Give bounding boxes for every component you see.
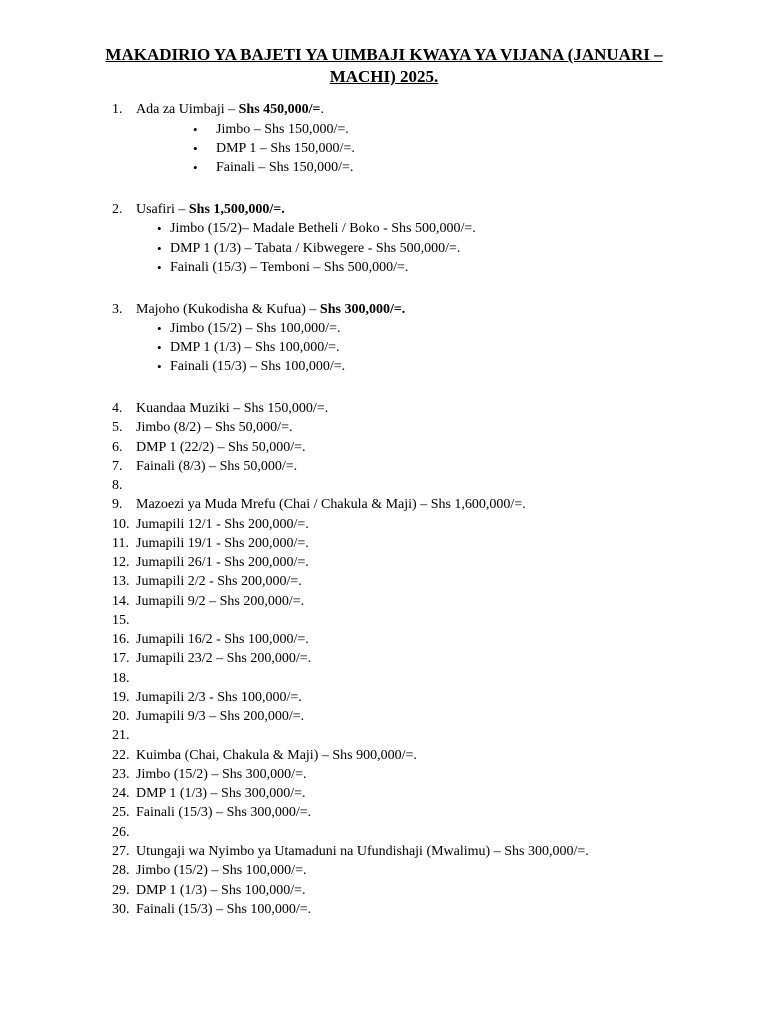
item-number: 8.: [112, 478, 123, 494]
list-item-text: DMP 1 – Shs 150,000/=.: [216, 141, 355, 156]
item-text: Jumapili 23/2 – Shs 200,000/=.: [136, 651, 312, 667]
item-text: Jumapili 16/2 - Shs 100,000/=.: [136, 632, 309, 648]
item-number: 3.: [112, 302, 123, 317]
item-text: Fainali (8/3) – Shs 50,000/=.: [136, 458, 298, 474]
item-number: 16.: [112, 632, 130, 648]
item-number: 2.: [112, 202, 123, 217]
bullet-icon: •: [157, 340, 162, 355]
list-item-text: DMP 1 (1/3) – Shs 100,000/=.: [170, 340, 340, 355]
item-number: 30.: [112, 901, 130, 917]
list-item-text: Fainali (15/3) – Temboni – Shs 500,000/=.: [170, 260, 409, 275]
item-number: 19.: [112, 689, 130, 705]
item-text: Fainali (15/3) – Shs 300,000/=.: [136, 805, 312, 821]
item-number: 6.: [112, 439, 123, 455]
item-text: DMP 1 (1/3) – Shs 300,000/=.: [136, 786, 306, 802]
item-number: 26.: [112, 824, 130, 840]
item-amount: Shs 1,500,000/=.: [188, 202, 285, 217]
item-text: Kuandaa Muziki – Shs 150,000/=.: [136, 401, 329, 416]
item-text: Fainali (15/3) – Shs 100,000/=.: [136, 901, 312, 917]
item-text: Majoho (Kukodisha & Kufua) – Shs 300,000/=.: [136, 302, 406, 317]
item-text: Kuimba (Chai, Chakula & Maji) – Shs 900,000/=.: [136, 747, 417, 763]
bullet-icon: •: [157, 221, 162, 236]
item-number: 25.: [112, 805, 130, 821]
item-number: 4.: [112, 401, 123, 416]
item-number: 5.: [112, 420, 123, 436]
bullet-icon: •: [193, 141, 198, 156]
item-text: Jimbo (8/2) – Shs 50,000/=.: [136, 420, 293, 436]
item-text: Jumapili 9/3 – Shs 200,000/=.: [136, 709, 305, 725]
item-text: Mazoezi ya Muda Mrefu (Chai / Chakula & Maji) – Shs 1,600,000/=.: [136, 497, 526, 513]
item-number: 21.: [112, 728, 130, 744]
item-text: Ada za Uimbaji – Shs 450,000/=.: [136, 102, 325, 117]
bullet-icon: •: [157, 359, 162, 374]
list-item-text: Jimbo – Shs 150,000/=.: [216, 122, 349, 137]
item-number: 28.: [112, 863, 130, 879]
list-item-text: DMP 1 (1/3) – Tabata / Kibwegere - Shs 500,000/=.: [170, 241, 461, 256]
item-text: DMP 1 (1/3) – Shs 100,000/=.: [136, 882, 306, 898]
bullet-icon: •: [157, 260, 162, 275]
item-text: Usafiri – Shs 1,500,000/=.: [136, 202, 285, 217]
item-amount: Shs 450,000/=: [238, 102, 321, 117]
item-number: 11.: [112, 535, 129, 551]
item-number: 17.: [112, 651, 130, 667]
item-number: 15.: [112, 612, 130, 628]
item-text: Jumapili 2/2 - Shs 200,000/=.: [136, 574, 302, 590]
bullet-icon: •: [193, 160, 198, 175]
item-text: Jimbo (15/2) – Shs 100,000/=.: [136, 863, 307, 879]
item-text: Jumapili 19/1 - Shs 200,000/=.: [136, 535, 309, 551]
list-item-text: Jimbo (15/2)– Madale Betheli / Boko - Shs 500,000/=.: [170, 221, 476, 236]
list-item-text: Jimbo (15/2) – Shs 100,000/=.: [170, 321, 341, 336]
item-number: 22.: [112, 747, 130, 763]
item-text: Jumapili 26/1 - Shs 200,000/=.: [136, 555, 309, 571]
document-title: MAKADIRIO YA BAJETI YA UIMBAJI KWAYA YA VIJANA (JANUARI – MACHI) 2025.: [105, 45, 663, 86]
list-item-text: Fainali – Shs 150,000/=.: [216, 160, 354, 175]
item-text: Utungaji wa Nyimbo ya Utamaduni na Ufundishaji (Mwalimu) – Shs 300,000/=.: [136, 843, 589, 859]
item-text: Jimbo (15/2) – Shs 300,000/=.: [136, 766, 307, 782]
item-text: Jumapili 2/3 - Shs 100,000/=.: [136, 689, 302, 705]
item-number: 14.: [112, 593, 130, 609]
item-number: 24.: [112, 786, 130, 802]
item-amount: Shs 300,000/=.: [319, 302, 406, 317]
item-number: 18.: [112, 670, 130, 686]
item-number: 29.: [112, 882, 130, 898]
item-number: 10.: [112, 516, 130, 532]
bullet-icon: •: [157, 241, 162, 256]
item-number: 27.: [112, 843, 130, 859]
item-text: Jumapili 12/1 - Shs 200,000/=.: [136, 516, 309, 532]
item-text: DMP 1 (22/2) – Shs 50,000/=.: [136, 439, 306, 455]
bullet-icon: •: [193, 122, 198, 137]
item-number: 9.: [112, 497, 123, 513]
bullet-icon: •: [157, 321, 162, 336]
item-number: 23.: [112, 766, 130, 782]
item-number: 7.: [112, 458, 123, 474]
item-number: 12.: [112, 555, 130, 571]
item-number: 13.: [112, 574, 130, 590]
list-item-text: Fainali (15/3) – Shs 100,000/=.: [170, 359, 346, 374]
item-number: 1.: [112, 102, 123, 117]
item-number: 20.: [112, 709, 130, 725]
item-text: Jumapili 9/2 – Shs 200,000/=.: [136, 593, 305, 609]
